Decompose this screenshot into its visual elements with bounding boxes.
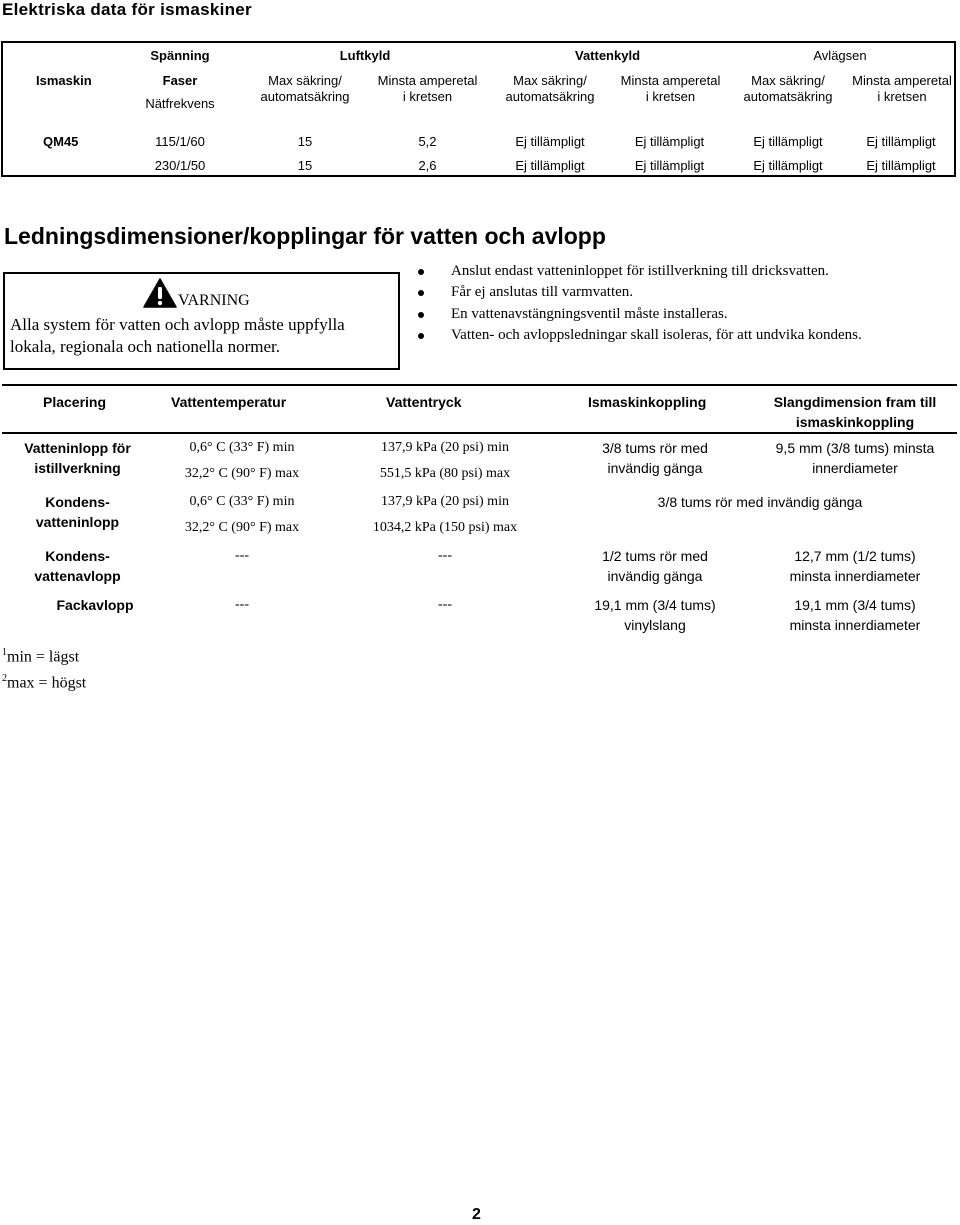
bullet-icon (418, 269, 424, 275)
placement-line-2: vatteninlopp (35, 514, 120, 530)
connection-cell: 3/8 tums rör med invändig gänga (657, 494, 863, 510)
hose-line-1: 19,1 mm (3/4 tums) (794, 597, 916, 613)
temp-min-cell: 0,6° C (33° F) min (189, 440, 295, 455)
list-item-text: Anslut endast vatteninloppet för istillverkning till dricksvatten. (451, 263, 829, 279)
hose-line-1: 9,5 mm (3/8 tums) minsta (775, 440, 935, 456)
warning-line-2: lokala, regionala och nationella normer. (10, 337, 281, 356)
temp-max-cell: 32,2° C (90° F) max (184, 520, 300, 535)
section-heading: Ledningsdimensioner/kopplingar för vatten och avlopp (4, 223, 606, 249)
table-top-rule (2, 384, 957, 386)
header-water-max-fuse: Max säkring/ automatsäkring (505, 73, 595, 104)
temp-min-cell: 0,6° C (33° F) min (189, 494, 295, 509)
connection-line-1: 19,1 mm (3/4 tums) (594, 597, 716, 613)
water-fuse-cell: Ej tillämpligt (515, 158, 585, 173)
pressure-min-cell: 137,9 kPa (20 psi) min (381, 440, 509, 455)
table-row-placement (5, 492, 150, 532)
hose-line-2: innerdiameter (812, 460, 898, 476)
bullet-icon (418, 312, 424, 318)
pressure-cell: --- (438, 548, 452, 563)
table-row-placement (5, 438, 150, 478)
temp-cell: --- (235, 548, 249, 563)
header-frequency: Nätfrekvens (145, 96, 215, 111)
footnote-marker: 1 (2, 647, 7, 658)
voltage-cell: 230/1/50 (154, 158, 206, 173)
remote-amp-cell: Ej tillämpligt (866, 134, 936, 149)
header-placement: Placering (43, 394, 107, 410)
connection-cell (560, 546, 750, 586)
voltage-cell: 115/1/60 (155, 134, 205, 149)
air-fuse-cell: 15 (297, 158, 313, 173)
air-amp-cell: 5,2 (418, 134, 437, 149)
air-amp-cell: 2,6 (418, 158, 437, 173)
connection-line-2: invändig gänga (607, 460, 703, 476)
placement-line-1: Kondens- (45, 494, 110, 510)
list-item-text: Vatten- och avloppsledningar skall isoleras, för att undvika kondens. (451, 327, 862, 343)
header-ice-machine: Ismaskin (36, 73, 92, 88)
header-remote-min-ampacity: Minsta amperetal i kretsen (852, 73, 952, 104)
pressure-max-cell: 551,5 kPa (80 psi) max (379, 466, 511, 481)
header-remote: Avlägsen (813, 48, 867, 63)
pressure-cell: --- (438, 597, 452, 612)
hose-line-2: minsta innerdiameter (789, 617, 921, 633)
table-row-placement: Fackavlopp (56, 597, 134, 613)
connection-cell (560, 595, 750, 635)
hose-cell (750, 546, 960, 586)
remote-fuse-cell: Ej tillämpligt (753, 158, 823, 173)
header-hose-line-1: Slangdimension fram till (773, 394, 937, 410)
footnote (2, 669, 86, 693)
warning-line-1: Alla system för vatten och avlopp måste uppfylla (10, 315, 345, 334)
model-cell: QM45 (43, 134, 79, 149)
header-air-max-fuse: Max säkring/ automatsäkring (260, 73, 350, 104)
table-header-rule (2, 432, 957, 434)
connection-line-2: invändig gänga (607, 568, 703, 584)
connection-cell (560, 438, 750, 478)
warning-title: VARNING (178, 292, 250, 309)
water-amp-cell: Ej tillämpligt (634, 134, 705, 149)
pressure-min-cell: 137,9 kPa (20 psi) min (381, 494, 509, 509)
footnote-text: max = högst (7, 674, 87, 692)
hose-line-2: minsta innerdiameter (789, 568, 921, 584)
header-voltage: Spänning (150, 48, 210, 63)
header-hose-dimension (755, 392, 955, 432)
list-item-text: Får ej anslutas till varmvatten. (451, 284, 634, 300)
connection-line-2: vinylslang (624, 617, 686, 633)
water-amp-cell: Ej tillämpligt (634, 158, 705, 173)
header-remote-max-fuse: Max säkring/ automatsäkring (743, 73, 833, 104)
header-water-cooled: Vattenkyld (574, 48, 641, 63)
pressure-max-cell: 1034,2 kPa (150 psi) max (372, 520, 518, 535)
table-row-placement (5, 546, 150, 586)
header-machine-connection: Ismaskinkoppling (588, 394, 707, 410)
header-water-temp: Vattentemperatur (171, 394, 287, 410)
connection-line-1: 1/2 tums rör med (602, 548, 708, 564)
header-water-pressure: Vattentryck (386, 394, 462, 410)
header-phase: Faser (162, 73, 198, 88)
water-fuse-cell: Ej tillämpligt (515, 134, 585, 149)
placement-line-2: vattenavlopp (34, 568, 121, 584)
bullet-icon (418, 290, 424, 296)
warning-triangle-icon (143, 278, 177, 308)
footnote-marker: 2 (2, 673, 7, 684)
remote-fuse-cell: Ej tillämpligt (753, 134, 823, 149)
list-item-text: En vattenavstängningsventil måste installeras. (451, 306, 728, 322)
placement-line-1: Vatteninlopp för (24, 440, 131, 456)
page-title: Elektriska data för ismaskiner (2, 0, 252, 19)
header-water-min-ampacity: Minsta amperetal i kretsen (620, 73, 721, 104)
page-number: 2 (472, 1206, 481, 1223)
hose-cell (750, 595, 960, 635)
remote-amp-cell: Ej tillämpligt (866, 158, 936, 173)
header-hose-line-2: ismaskinkoppling (795, 414, 915, 430)
hose-line-1: 12,7 mm (1/2 tums) (794, 548, 916, 564)
hose-cell (750, 438, 960, 478)
footnote-text: min = lägst (7, 648, 80, 666)
warning-text (10, 314, 398, 358)
header-air-min-ampacity: Minsta amperetal i kretsen (377, 73, 478, 104)
placement-line-1: Kondens- (45, 548, 110, 564)
footnote (2, 643, 79, 667)
bullet-icon (418, 333, 424, 339)
temp-max-cell: 32,2° C (90° F) max (184, 466, 300, 481)
connection-line-1: 3/8 tums rör med (602, 440, 708, 456)
air-fuse-cell: 15 (297, 134, 313, 149)
temp-cell: --- (235, 597, 249, 612)
placement-line-2: istillverkning (34, 460, 121, 476)
header-air-cooled: Luftkyld (339, 48, 391, 63)
